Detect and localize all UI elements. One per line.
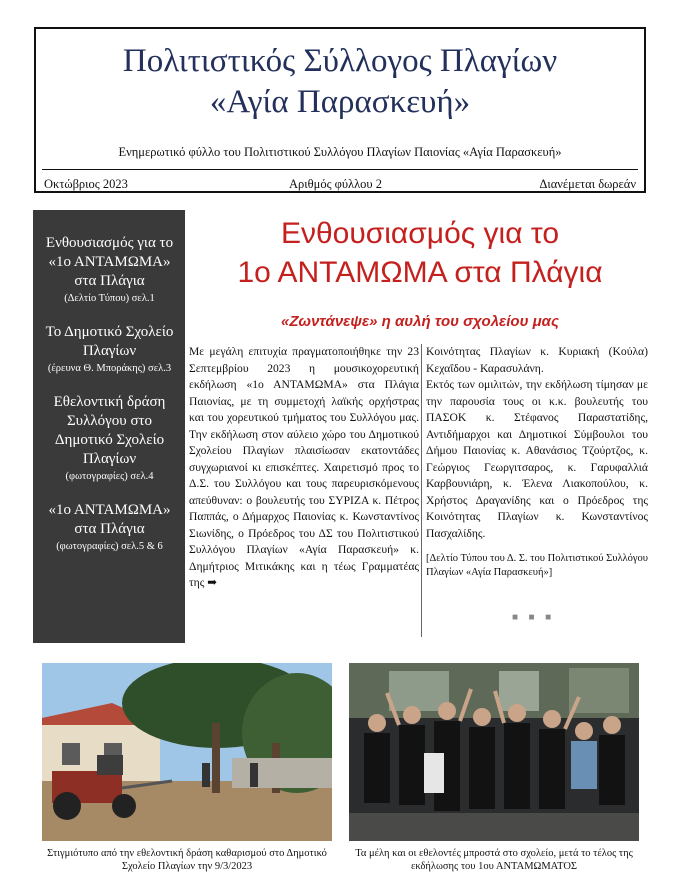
contents-item-ref: (Δελτίο Τύπου) σελ.1 (64, 293, 155, 304)
photo-right-caption: Τα μέλη και οι εθελοντές μπροστά στο σχολείο, μετά το τέλος της εκδήλωσης του 1ου ΑΝΤΑΜΩΜΑΤΟΣ (355, 848, 633, 872)
column-divider (421, 344, 422, 637)
contents-item-title: Ενθουσιασμός για το «1ο ΑΝΤΑΜΩΜΑ» στα Πλάγια (45, 235, 174, 289)
contents-item-ref: (φωτογραφίες) σελ.4 (65, 471, 154, 482)
masthead-divider (42, 169, 638, 170)
issue-date: Οκτώβριος 2023 (44, 177, 128, 191)
article-column-1: Με μεγάλη επιτυχία πραγματοποιήθηκε την 23 Σεπτεμβρίου 2023 η μουσικοχορευτική εκδήλωση «1ο ΑΝΤΑΜΩΜΑ» στα Πλάγια Παιονίας, με τη συμμετοχή λαϊκής ορχήστρας και του χορευτικού τμήματος του Συλλόγου μας. Την εκδήλωση στον αύλειο χώρο του Δημοτικού Σχολείου Πλαγίων πλαισίωσαν εκατοντάδες συγχωριανοί κι επισκέπτες. Χαιρετισμό προς το Δ.Σ. του Συλλόγου και τους παρευρισκόμενους απεύθυναν: ο βουλευτής του ΣΥΡΙΖΑ κ. Πέτρος Παππάς, ο Δήμαρχος Παιονίας κ. Κωνσταντίνος Σιωνίδης, ο Πρόεδρος του ΔΣ του Πολιτιστικού Συλλόγου Πλαγίων «Αγία Παρασκευή» κ. Δημήτριος Μιτικάκης και η τέως Γραμματέας της ➡ (189, 345, 419, 589)
photo-left-caption: Στιγμιότυπο από την εθελοντική δράση καθαρισμού στο Δημοτικό Σχολείο Πλαγίων την 9/3/2023 (47, 848, 327, 872)
photo-volunteer-cleanup (42, 663, 332, 841)
column-2-paragraph-2: Εκτός των ομιλιτών, την εκδήλωση τίμησαν με την παρουσία τους οι κ.κ. βουλευτής του ΠΑΣΟΚ κ. Στέφανος Παραστατίδης, Αντιδήμαρχοι και Δημοτικοί Σύμβουλοι του Δήμου Παιονίας κ. Αθανάσιος Τζούρτζος, κ. Γεώργιος Γεωργιτσαρος, κ. Γαρυφαλλιά Καρβουνιάρη, κ. Έλενα Λιακοπούλου, κ. Χρήστος Δραγανίδης και ο Πρόεδρος της Κοινότητας Πλαγίων κ. Κωνσταντίνος Πασχαλίδης. (426, 378, 648, 540)
contents-sidebar (33, 210, 185, 643)
photo-group-members (349, 663, 639, 841)
contents-item-title: «1ο ΑΝΤΑΜΩΜΑ» στα Πλάγια (48, 502, 171, 537)
article-column-2 (426, 344, 648, 580)
contents-item-ref: (φωτογραφίες) σελ.5 & 6 (56, 541, 163, 552)
contents-item (38, 393, 181, 485)
contents-item (38, 323, 181, 377)
issue-number: Αριθμός φύλλου 2 (289, 177, 382, 191)
section-separator: ■ ■ ■ (512, 612, 556, 623)
contents-item (38, 234, 181, 307)
contents-item (38, 501, 181, 555)
headline-line-2: 1ο ΑΝΤΑΜΩΜΑ στα Πλάγια (237, 256, 603, 289)
column-2-paragraph-1: Κοινότητας Πλαγίων κ. Κυριακή (Κούλα) Κεχαΐδου - Καρασυλάνη. (426, 345, 648, 375)
contents-item-title: Εθελοντική δράση Συλλόγου στο Δημοτικό Σχολείο Πλαγίων (53, 394, 166, 467)
photo-volunteer-cleanup-image (42, 663, 332, 841)
newsletter-subtitle: Ενημερωτικό φύλλο του Πολιτιστικού Συλλόγου Πλαγίων Παιονίας «Αγία Παρασκευή» (118, 145, 562, 159)
contents-item-title: Το Δημοτικό Σχολείο Πλαγίων (45, 324, 174, 359)
article-headline (190, 214, 650, 292)
photo-group-members-image (349, 663, 639, 841)
newsletter-title (36, 41, 644, 123)
masthead (34, 27, 646, 193)
contents-item-ref: (έρευνα Θ. Μποράκης) σελ.3 (47, 363, 172, 374)
article-subheadline: «Ζωντάνεψε» η αυλή του σχολείου μας (281, 313, 559, 330)
press-release-note: [Δελτίο Τύπου του Δ. Σ. του Πολιτιστικού Συλλόγου Πλαγίων «Αγία Παρασκευή»] (426, 553, 648, 578)
headline-line-1: Ενθουσιασμός για το (280, 217, 560, 250)
title-line-2: «Αγία Παρασκευή» (209, 84, 471, 120)
title-line-1: Πολιτιστικός Σύλλογος Πλαγίων (122, 43, 558, 79)
distribution-note: Διανέμεται δωρεάν (539, 177, 636, 191)
